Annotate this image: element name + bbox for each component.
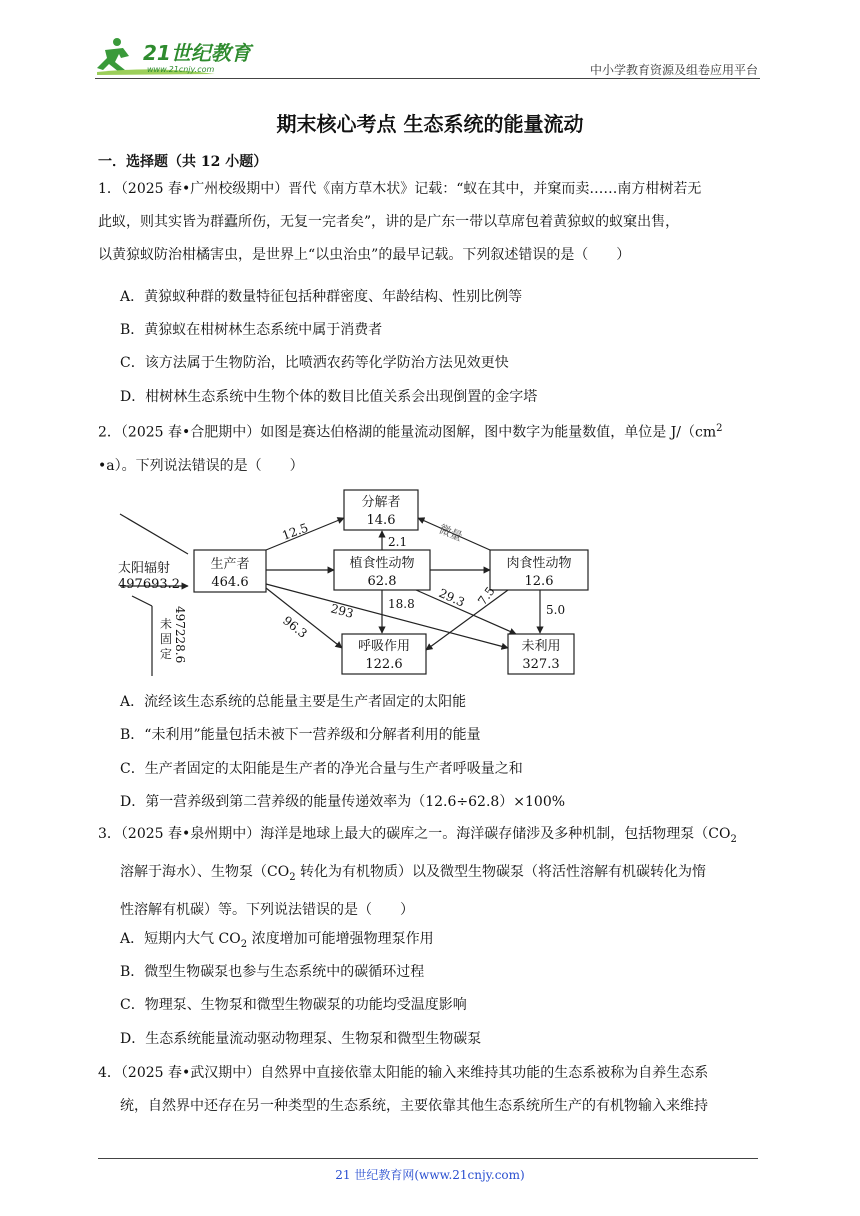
question-4-line: 4．（2025 春•武汉期中）自然界中直接依靠太阳能的输入来维持其功能的生态系被称为自养生态系: [98, 1065, 709, 1081]
flow-label: 29.3: [436, 585, 467, 610]
unfixed-value: 497228.6: [173, 606, 187, 664]
svg-text:21世纪教育: 21世纪教育: [143, 41, 251, 65]
question-2-option-b[interactable]: B．“未利用”能量包括未被下一营养级和分解者利用的能量: [120, 727, 481, 743]
question-1-line: 此蚁，则其实皆为群蠹所伤，无复一完者矣”，讲的是广东一带以草席包着黄猄蚁的蚁窠出售，: [98, 214, 680, 230]
flow-label: 2.1: [388, 535, 408, 549]
question-3-line: 性溶解有机碳）等。下列说法错误的是（ ）: [120, 901, 414, 918]
decomposer-value: 14.6: [366, 513, 396, 528]
question-1-line: 以黄猄蚁防治柑橘害虫，是世界上“以虫治虫”的最早记载。下列叙述错误的是（ ）: [98, 247, 631, 263]
sun-label: 太阳辐射: [118, 561, 171, 576]
question-2-option-a[interactable]: A．流经该生态系统的总能量主要是生产者固定的太阳能: [120, 694, 467, 710]
footer-divider: [98, 1158, 758, 1159]
question-1: [98, 173, 762, 272]
footer-link[interactable]: 21 世纪教育网(www.21cnjy.com): [335, 1168, 525, 1182]
unused-label: 未利用: [521, 639, 561, 654]
producer-label: 生产者: [210, 557, 250, 572]
flow-label: 5.0: [546, 603, 566, 617]
question-3-option-c[interactable]: C．物理泵、生物泵和微型生物碳泵的功能均受温度影响: [120, 997, 467, 1013]
question-1-option-b[interactable]: B．黄猄蚁在柑树林生态系统中属于消费者: [120, 322, 383, 338]
question-3-option-d[interactable]: D．生态系统能量流动驱动物理泵、生物泵和微型生物碳泵: [120, 1031, 482, 1047]
herbivore-value: 62.8: [367, 574, 397, 589]
carnivore-value: 12.6: [524, 574, 554, 589]
question-4: [98, 1057, 762, 1123]
flow-arrow-producer-respiration: [266, 588, 342, 648]
sun-ray-line: [120, 514, 188, 554]
page-title: 期末核心考点 生态系统的能量流动: [276, 112, 584, 136]
herbivore-label: 植食性动物: [349, 556, 415, 571]
question-1-option-c[interactable]: C．该方法属于生物防治，比喷洒农药等化学防治方法见效更快: [120, 355, 509, 371]
flow-label: 微量: [436, 521, 465, 544]
producer-value: 464.6: [211, 575, 249, 590]
question-3-line: 溶解于海水）、生物泵（$CO_2$ 转化为有机物质）以及微型生物碳泵（将活性溶解有机碳转化为惰: [120, 863, 707, 883]
svg-text:www.21cnjy.com: www.21cnjy.com: [147, 65, 215, 74]
section-heading: 一．选择题（共 12 小题）: [98, 154, 268, 170]
flow-label: 293: [329, 601, 355, 621]
question-1-line: 1．（2025 春•广州校级期中）晋代《南方草木状》记载：“蚁在其中，并窠而卖……南方柑树若无: [98, 181, 702, 197]
question-1-option-d[interactable]: D．柑树林生态系统中生物个体的数目比值关系会出现倒置的金字塔: [120, 389, 538, 405]
question-4-line: 统，自然界中还存在另一种类型的生态系统，主要依靠其他生态系统所生产的有机物输入来维持: [120, 1098, 708, 1114]
question-3-option-a[interactable]: A．短期内大气 $CO_2$ 浓度增加可能增强物理泵作用: [120, 931, 434, 950]
question-2-option-d[interactable]: D．第一营养级到第二营养级的能量传递效率为（12.6÷62.8）×100%: [120, 794, 566, 810]
decomposer-label: 分解者: [361, 495, 401, 510]
respiration-value: 122.6: [365, 657, 403, 672]
unfixed-label: 未固定: [160, 617, 173, 661]
sun-value: 497693.2: [118, 577, 181, 592]
question-2-line: 2．（2025 春•合肥期中）如图是赛达伯格湖的能量流动图解，图中数字为能量数值，单位是 $J/(cm^2$: [98, 423, 723, 441]
question-2: [98, 412, 762, 483]
question-3-line: 3．（2025 春•泉州期中）海洋是地球上最大的碳库之一。海洋碳存储涉及多种机制，包括物理泵（$CO_2$: [98, 826, 737, 845]
unused-value: 327.3: [522, 657, 560, 672]
flow-label: 96.3: [280, 613, 310, 641]
logo-icon: [95, 36, 265, 76]
sun-ray-line: [132, 596, 152, 606]
header-platform-text: 中小学教育资源及组卷应用平台: [589, 63, 758, 77]
flow-label: 12.5: [280, 520, 311, 543]
question-2-option-c[interactable]: C．生产者固定的太阳能是生产者的净光合量与生产者呼吸量之和: [120, 761, 523, 777]
page-header: [95, 30, 760, 80]
header-divider: [95, 78, 760, 79]
question-3: [98, 818, 762, 927]
question-1-option-a[interactable]: A．黄猄蚁种群的数量特征包括种群密度、年龄结构、性别比例等: [120, 289, 523, 305]
respiration-label: 呼吸作用: [357, 639, 411, 654]
question-2-line: •a）。下列说法错误的是（ ）: [98, 457, 304, 474]
energy-flow-diagram: [116, 488, 596, 680]
flow-label: 7.5: [475, 584, 498, 608]
carnivore-label: 肉食性动物: [506, 556, 572, 571]
flow-label: 18.8: [388, 597, 415, 611]
question-3-option-b[interactable]: B．微型生物碳泵也参与生态系统中的碳循环过程: [120, 964, 425, 980]
